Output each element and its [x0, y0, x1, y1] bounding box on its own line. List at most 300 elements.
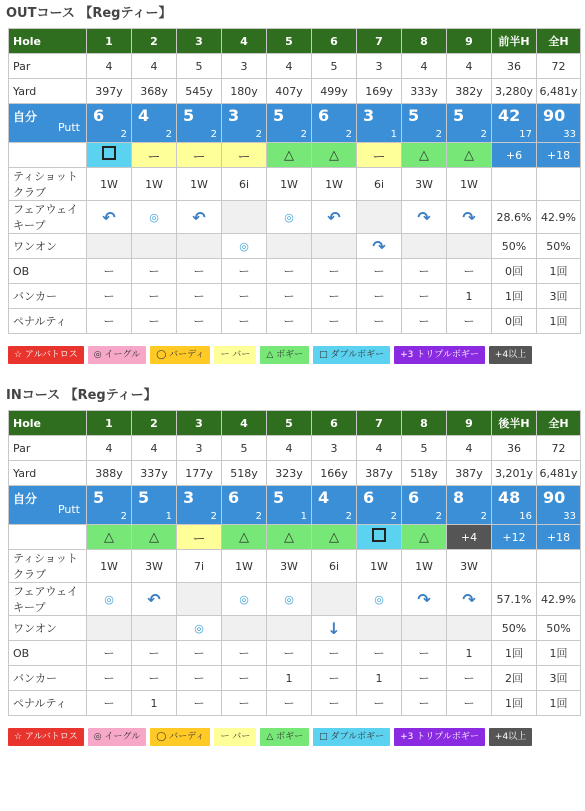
- result-row: [9, 525, 581, 550]
- fairway-left-miss-icon: ↶: [102, 207, 116, 227]
- yard-cell: 323y: [267, 461, 312, 486]
- legend-eag: ◎ イーグル: [88, 728, 146, 746]
- penalty-label: ペナルティ: [9, 309, 87, 334]
- putt-count: 2: [120, 129, 127, 140]
- penalty-cell: ー: [312, 691, 357, 716]
- tee-club-cell: [492, 168, 537, 201]
- bunker-cell: ー: [447, 666, 492, 691]
- hole-number: 8: [402, 29, 447, 54]
- yard-row: [9, 461, 581, 486]
- legend-par: ー バー: [214, 728, 256, 746]
- bunker-row: [9, 666, 581, 691]
- yard-cell: 6,481y: [537, 461, 581, 486]
- bunker-cell: ー: [267, 284, 312, 309]
- tee-club-cell: 1W: [87, 168, 132, 201]
- stroke-count: 5: [273, 488, 285, 507]
- score-row: [9, 104, 581, 143]
- tee-club-cell: [492, 550, 537, 583]
- ob-cell: ー: [222, 259, 267, 284]
- fairway-cell: [537, 201, 581, 234]
- tee-club-cell: 1W: [132, 168, 177, 201]
- putt-count: 33: [563, 129, 576, 140]
- stroke-count: 8: [453, 488, 465, 507]
- par-cell: 4: [447, 54, 492, 79]
- result-mark: △: [149, 529, 159, 545]
- par-cell: 3: [177, 436, 222, 461]
- legend-dbl: □ ダブルボギー: [313, 728, 390, 746]
- stroke-count: 48: [498, 488, 521, 507]
- stroke-count: 90: [543, 488, 566, 507]
- short-miss-icon: ↓: [327, 618, 341, 638]
- putt-count: 2: [435, 511, 442, 522]
- one-on-cell: [357, 616, 402, 641]
- penalty-cell: ー: [267, 309, 312, 334]
- score-label: [9, 104, 87, 143]
- one-on-cell: [222, 616, 267, 641]
- one-on-rate: 50%: [546, 239, 571, 253]
- putt-count: 1: [390, 129, 397, 140]
- putt-count: 2: [255, 129, 262, 140]
- yard-cell: 177y: [177, 461, 222, 486]
- bunker-cell: ー: [132, 666, 177, 691]
- result-mark: △: [329, 147, 339, 163]
- penalty-cell: ー: [357, 309, 402, 334]
- hole-label: Hole: [9, 411, 87, 436]
- hole-number: 全H: [537, 411, 581, 436]
- result-cell-bogey: [87, 525, 132, 550]
- putt-count: 2: [435, 129, 442, 140]
- penalty-cell: ー: [132, 309, 177, 334]
- one-on-cell: [132, 234, 177, 259]
- fairway-label: フェアウェイ キープ: [9, 583, 87, 616]
- putt-count: 2: [210, 511, 217, 522]
- result-cell-bogey: [402, 143, 447, 168]
- stroke-count: 3: [183, 488, 195, 507]
- yard-cell: 3,201y: [492, 461, 537, 486]
- bunker-cell: 1: [357, 666, 402, 691]
- one-on-rate: 50%: [501, 239, 527, 253]
- score-cell: [537, 486, 581, 525]
- score-cell: [132, 486, 177, 525]
- fairway-cell: [222, 201, 267, 234]
- result-mark: △: [239, 529, 249, 545]
- fairway-cell: [312, 201, 357, 234]
- tee-club-cell: 7i: [177, 550, 222, 583]
- score-cell: [267, 486, 312, 525]
- par-cell: 4: [267, 436, 312, 461]
- one-on-cell: [357, 234, 402, 259]
- par-label: Par: [9, 54, 87, 79]
- header-row: [9, 29, 581, 54]
- ob-cell: ー: [402, 641, 447, 666]
- one-on-cell: [537, 234, 581, 259]
- one-on-cell: [447, 234, 492, 259]
- putt-count: 16: [519, 511, 532, 522]
- hole-number: 1: [87, 29, 132, 54]
- fairway-cell: [402, 583, 447, 616]
- putt-count: 2: [120, 511, 127, 522]
- penalty-cell: ー: [177, 309, 222, 334]
- score-cell: [357, 104, 402, 143]
- tee-club-cell: 3W: [402, 168, 447, 201]
- hole-number: 2: [132, 29, 177, 54]
- header-row: [9, 411, 581, 436]
- score-cell: [402, 486, 447, 525]
- penalty-cell: ー: [357, 691, 402, 716]
- fairway-cell: [537, 583, 581, 616]
- fairway-cell: [267, 201, 312, 234]
- fairway-right-miss-icon: ↷: [417, 589, 431, 609]
- result-mark: △: [419, 147, 429, 163]
- par-cell: 3: [222, 54, 267, 79]
- penalty-cell: ー: [222, 691, 267, 716]
- legend-tri: +3 トリプルボギー: [394, 346, 485, 364]
- score-row: [9, 486, 581, 525]
- par-cell: 5: [177, 54, 222, 79]
- result-cell-bogey: [132, 525, 177, 550]
- ob-cell: 1回: [492, 641, 537, 666]
- ob-cell: ー: [87, 259, 132, 284]
- yard-cell: 407y: [267, 79, 312, 104]
- fairway-rate: 28.6%: [496, 210, 532, 224]
- one-on-cell: [402, 616, 447, 641]
- penalty-cell: 1: [132, 691, 177, 716]
- tee-club-cell: [537, 550, 581, 583]
- result-cell-double: [357, 525, 402, 550]
- result-cell-bogey: [447, 143, 492, 168]
- yard-cell: 6,481y: [537, 79, 581, 104]
- result-cell-tot: [537, 143, 581, 168]
- result-cell-bogey: [267, 143, 312, 168]
- ob-cell: 1: [447, 641, 492, 666]
- result-mark: △: [284, 147, 294, 163]
- hole-number: 2: [132, 411, 177, 436]
- result-cell-over: [447, 525, 492, 550]
- penalty-row: [9, 309, 581, 334]
- penalty-cell: ー: [222, 309, 267, 334]
- bunker-cell: ー: [222, 666, 267, 691]
- fairway-right-miss-icon: ↷: [372, 236, 386, 256]
- yard-cell: 518y: [222, 461, 267, 486]
- section-title: INコース 【Regティー】: [6, 388, 157, 403]
- putt-count: 2: [300, 129, 307, 140]
- penalty-cell: ー: [87, 309, 132, 334]
- bunker-cell: ー: [312, 666, 357, 691]
- putt-count: 2: [345, 129, 352, 140]
- penalty-label: ペナルティ: [9, 691, 87, 716]
- result-cell-par: [222, 143, 267, 168]
- penalty-cell: 1回: [537, 691, 581, 716]
- hole-number: 前半H: [492, 29, 537, 54]
- score-cell: [357, 486, 402, 525]
- result-mark: ー: [192, 531, 206, 547]
- par-cell: 4: [87, 54, 132, 79]
- ob-cell: ー: [357, 259, 402, 284]
- bunker-cell: ー: [87, 284, 132, 309]
- stroke-count: 5: [93, 488, 105, 507]
- ob-row: [9, 259, 581, 284]
- score-label-text: 自分: [13, 110, 38, 124]
- fairway-right-miss-icon: ↷: [462, 207, 476, 227]
- penalty-cell: ー: [267, 691, 312, 716]
- putt-label-text: Putt: [57, 503, 80, 516]
- result-label: [9, 525, 87, 550]
- putt-count: 2: [480, 129, 487, 140]
- stroke-count: 6: [318, 106, 330, 125]
- par-cell: 72: [537, 54, 581, 79]
- result-cell-bogey: [312, 525, 357, 550]
- result-mark: +4: [460, 530, 478, 544]
- hit-circle-icon: ◎: [149, 210, 159, 224]
- ob-cell: ー: [267, 641, 312, 666]
- yard-cell: 169y: [357, 79, 402, 104]
- one-on-cell: [132, 616, 177, 641]
- hole-number: 5: [267, 29, 312, 54]
- ob-cell: 1回: [537, 259, 581, 284]
- hole-number: 9: [447, 29, 492, 54]
- bunker-cell: 1: [267, 666, 312, 691]
- ob-cell: ー: [312, 259, 357, 284]
- hit-circle-icon: ◎: [374, 592, 384, 606]
- bunker-label: バンカー: [9, 284, 87, 309]
- tee-club-cell: 1W: [447, 168, 492, 201]
- scorecard-table: [8, 28, 581, 334]
- ob-cell: ー: [132, 641, 177, 666]
- ob-cell: ー: [447, 259, 492, 284]
- penalty-cell: ー: [447, 309, 492, 334]
- bunker-cell: 1: [447, 284, 492, 309]
- one-on-cell: [267, 234, 312, 259]
- fairway-left-miss-icon: ↶: [147, 589, 161, 609]
- legend-ovr: +4以上: [489, 728, 532, 746]
- par-cell: 4: [267, 54, 312, 79]
- score-cell: [312, 104, 357, 143]
- stroke-count: 3: [228, 106, 240, 125]
- par-cell: 4: [402, 54, 447, 79]
- legend-bir: ◯ バーディ: [150, 728, 210, 746]
- result-mark: △: [284, 529, 294, 545]
- par-cell: 4: [87, 436, 132, 461]
- putt-count: 2: [165, 129, 172, 140]
- par-cell: 3: [312, 436, 357, 461]
- hole-number: 7: [357, 411, 402, 436]
- ob-cell: 1回: [537, 641, 581, 666]
- result-mark: △: [104, 529, 114, 545]
- par-cell: 5: [312, 54, 357, 79]
- result-label: [9, 143, 87, 168]
- tee-club-cell: 6i: [222, 168, 267, 201]
- score-cell: [222, 104, 267, 143]
- penalty-row: [9, 691, 581, 716]
- hole-number: 6: [312, 29, 357, 54]
- hole-number: 全H: [537, 29, 581, 54]
- scorecard-table: [8, 410, 581, 716]
- section-title: OUTコース 【Regティー】: [6, 6, 172, 21]
- ob-row: [9, 641, 581, 666]
- penalty-cell: 1回: [537, 309, 581, 334]
- result-mark: ー: [147, 149, 161, 165]
- hit-circle-icon: ◎: [284, 210, 294, 224]
- tee-club-cell: 1W: [357, 550, 402, 583]
- one-on-cell: [177, 616, 222, 641]
- putt-count: 33: [563, 511, 576, 522]
- bunker-cell: 1回: [492, 284, 537, 309]
- stroke-count: 42: [498, 106, 521, 125]
- putt-count: 17: [519, 129, 532, 140]
- score-cell: [222, 486, 267, 525]
- fairway-left-miss-icon: ↶: [327, 207, 341, 227]
- putt-count: 2: [210, 129, 217, 140]
- stroke-count: 5: [453, 106, 465, 125]
- tee-club-cell: 6i: [312, 550, 357, 583]
- ob-label: OB: [9, 641, 87, 666]
- hole-number: 5: [267, 411, 312, 436]
- tee-club-label: ティショット クラブ: [9, 550, 87, 583]
- stroke-count: 5: [138, 488, 150, 507]
- result-cell-par: [177, 143, 222, 168]
- fairway-cell: [177, 583, 222, 616]
- yard-cell: 518y: [402, 461, 447, 486]
- tee-club-cell: 1W: [177, 168, 222, 201]
- fairway-cell: [402, 201, 447, 234]
- score-label: [9, 486, 87, 525]
- putt-count: 2: [345, 511, 352, 522]
- yard-cell: 333y: [402, 79, 447, 104]
- ob-cell: ー: [402, 259, 447, 284]
- hole-number: 9: [447, 411, 492, 436]
- fairway-cell: [177, 201, 222, 234]
- fairway-right-miss-icon: ↷: [462, 589, 476, 609]
- legend-par: ー バー: [214, 346, 256, 364]
- fairway-cell: [312, 583, 357, 616]
- ob-cell: 0回: [492, 259, 537, 284]
- one-on-cell: [177, 234, 222, 259]
- hole-number: 6: [312, 411, 357, 436]
- yard-cell: 499y: [312, 79, 357, 104]
- one-on-cell: [222, 234, 267, 259]
- score-cell: [132, 104, 177, 143]
- stroke-count: 3: [363, 106, 375, 125]
- ob-cell: ー: [222, 641, 267, 666]
- yard-cell: 337y: [132, 461, 177, 486]
- result-mark: +18: [546, 530, 571, 544]
- tee-club-cell: 1W: [267, 168, 312, 201]
- par-cell: 4: [357, 436, 402, 461]
- bunker-cell: ー: [222, 284, 267, 309]
- result-mark: △: [464, 147, 474, 163]
- yard-label: Yard: [9, 79, 87, 104]
- putt-count: 2: [390, 511, 397, 522]
- ob-cell: ー: [177, 259, 222, 284]
- hole-label: Hole: [9, 29, 87, 54]
- result-cell-par: [132, 143, 177, 168]
- penalty-cell: ー: [177, 691, 222, 716]
- tee-club-cell: 1W: [87, 550, 132, 583]
- fairway-cell: [87, 201, 132, 234]
- stroke-count: 6: [228, 488, 240, 507]
- legend: [8, 342, 585, 368]
- bunker-cell: 3回: [537, 284, 581, 309]
- legend: [8, 724, 585, 750]
- stroke-count: 5: [273, 106, 285, 125]
- score-cell: [312, 486, 357, 525]
- ob-cell: ー: [87, 641, 132, 666]
- stroke-count: 6: [93, 106, 105, 125]
- yard-cell: 180y: [222, 79, 267, 104]
- legend-bog: △ ボギー: [260, 346, 309, 364]
- tee-club-cell: 3W: [132, 550, 177, 583]
- one-on-label: ワンオン: [9, 616, 87, 641]
- yard-cell: 368y: [132, 79, 177, 104]
- bunker-cell: ー: [402, 284, 447, 309]
- legend-eag: ◎ イーグル: [88, 346, 146, 364]
- result-cell-bogey: [222, 525, 267, 550]
- putt-count: 1: [165, 511, 172, 522]
- hole-number: 3: [177, 411, 222, 436]
- fairway-rate: 42.9%: [541, 592, 576, 606]
- fairway-cell: [357, 201, 402, 234]
- yard-cell: 388y: [87, 461, 132, 486]
- fairway-cell: [447, 201, 492, 234]
- penalty-cell: ー: [402, 309, 447, 334]
- tee-club-cell: 1W: [222, 550, 267, 583]
- fairway-cell: [492, 201, 537, 234]
- hole-number: 後半H: [492, 411, 537, 436]
- result-cell-bogey: [312, 143, 357, 168]
- result-cell-tot: [492, 143, 537, 168]
- ob-label: OB: [9, 259, 87, 284]
- fairway-cell: [267, 583, 312, 616]
- fairway-row: [9, 201, 581, 234]
- tee-club-cell: [537, 168, 581, 201]
- tee-club-cell: 1W: [402, 550, 447, 583]
- bunker-cell: ー: [132, 284, 177, 309]
- score-cell: [447, 104, 492, 143]
- one-on-cell: [537, 616, 581, 641]
- result-mark: △: [329, 529, 339, 545]
- result-cell-par: [357, 143, 402, 168]
- one-on-cell: [87, 234, 132, 259]
- tee-club-row: [9, 168, 581, 201]
- score-cell: [402, 104, 447, 143]
- hit-circle-icon: ◎: [104, 592, 114, 606]
- penalty-cell: ー: [402, 691, 447, 716]
- bunker-cell: ー: [177, 666, 222, 691]
- yard-cell: 397y: [87, 79, 132, 104]
- legend-tri: +3 トリプルボギー: [394, 728, 485, 746]
- hit-circle-icon: ◎: [239, 592, 249, 606]
- tee-club-row: [9, 550, 581, 583]
- par-cell: 3: [357, 54, 402, 79]
- one-on-cell: [492, 616, 537, 641]
- one-on-row: [9, 616, 581, 641]
- legend-alb: ☆ アルバトロス: [8, 728, 84, 746]
- one-on-label: ワンオン: [9, 234, 87, 259]
- par-cell: 4: [132, 436, 177, 461]
- ob-cell: ー: [357, 641, 402, 666]
- bunker-cell: ー: [177, 284, 222, 309]
- hit-circle-icon: ◎: [239, 239, 249, 253]
- one-on-rate: 50%: [501, 621, 527, 635]
- par-row: [9, 436, 581, 461]
- legend-alb: ☆ アルバトロス: [8, 346, 84, 364]
- result-row: [9, 143, 581, 168]
- par-cell: 72: [537, 436, 581, 461]
- score-cell: [267, 104, 312, 143]
- yard-cell: 545y: [177, 79, 222, 104]
- yard-cell: 387y: [357, 461, 402, 486]
- hole-number: 4: [222, 411, 267, 436]
